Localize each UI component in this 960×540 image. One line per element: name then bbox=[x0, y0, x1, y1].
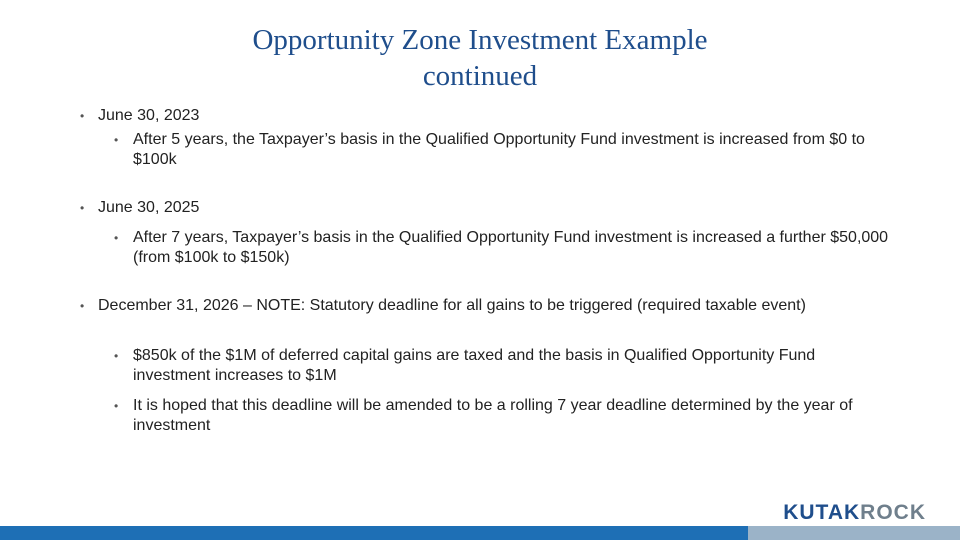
logo-part-2: ROCK bbox=[860, 501, 926, 524]
bullet-december-2026 bbox=[80, 296, 858, 316]
sub-bullet-text: $850k of the $1M of deferred capital gains are taxed and the basis in Qualified Opportunity Fund investment increases to $1M bbox=[133, 347, 816, 384]
bullet-june-2023 bbox=[80, 106, 878, 126]
slide-title-line-1: Opportunity Zone Investment Example bbox=[252, 24, 708, 56]
footer-bar-secondary bbox=[748, 526, 960, 540]
slide-title-line-2: continued bbox=[422, 60, 538, 92]
bullet-text: December 31, 2026 – NOTE: Statutory deadline for all gains to be triggered (required taxable event) bbox=[98, 297, 806, 314]
sub-bullet-rolling-deadline bbox=[114, 396, 893, 436]
sub-bullet-june-2025 bbox=[114, 228, 893, 268]
kutak-rock-logo bbox=[783, 501, 926, 525]
sub-bullet-text: It is hoped that this deadline will be amended to be a rolling 7 year deadline determined by the year of investment bbox=[133, 397, 853, 434]
bullet-dot: • bbox=[114, 399, 119, 413]
logo-part-1: KUTAK bbox=[783, 501, 861, 524]
footer-bar-primary bbox=[0, 526, 748, 540]
bullet-dot: • bbox=[80, 299, 85, 313]
bullet-text: June 30, 2025 bbox=[98, 199, 200, 216]
sub-bullet-text: After 5 years, the Taxpayer’s basis in the Qualified Opportunity Fund investment is increased from $0 to $100k bbox=[133, 131, 865, 168]
bullet-dot: • bbox=[80, 201, 85, 215]
footer-bar bbox=[0, 526, 960, 540]
slide-title bbox=[0, 22, 960, 94]
bullet-text: June 30, 2023 bbox=[98, 107, 200, 124]
sub-bullet-june-2023 bbox=[114, 130, 893, 170]
bullet-dot: • bbox=[80, 109, 85, 123]
sub-bullet-text: After 7 years, Taxpayer’s basis in the Qualified Opportunity Fund investment is increased a further $50,000 (from $100k to $150k) bbox=[133, 229, 889, 266]
bullet-dot: • bbox=[114, 231, 119, 245]
sub-bullet-deferred-gains bbox=[114, 346, 873, 386]
bullet-june-2025 bbox=[80, 198, 878, 218]
bullet-dot: • bbox=[114, 133, 119, 147]
bullet-dot: • bbox=[114, 349, 119, 363]
